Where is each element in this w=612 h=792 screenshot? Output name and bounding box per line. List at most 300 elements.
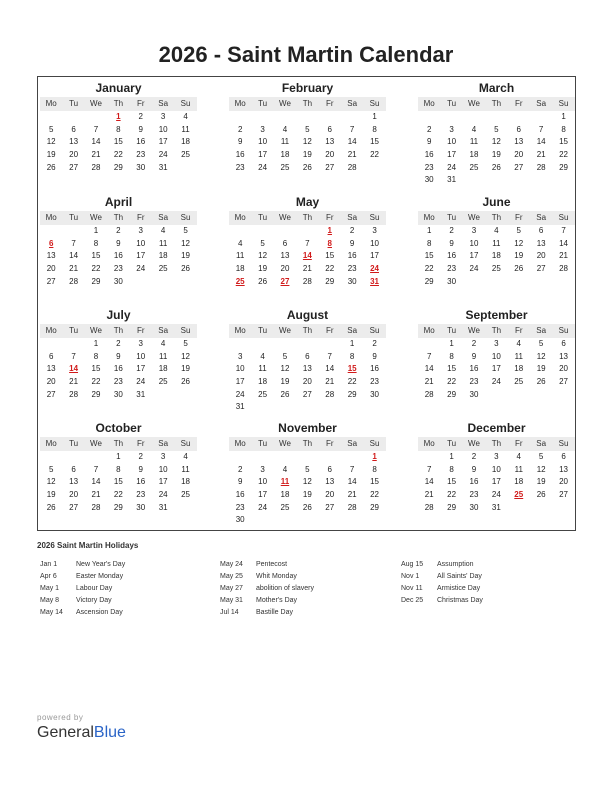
week-row <box>229 363 386 376</box>
holiday-list-item <box>40 583 210 595</box>
day-cell: 21 <box>347 490 357 500</box>
week-row <box>418 149 575 162</box>
holiday-day-cell: 31 <box>370 276 379 286</box>
day-cell: 3 <box>237 351 243 361</box>
holiday-name: Easter Monday <box>76 573 124 580</box>
weekday-header <box>418 97 575 111</box>
day-cell: 15 <box>424 251 434 261</box>
day-cell: 18 <box>181 137 190 147</box>
day-cell: 10 <box>136 351 146 361</box>
day-cell <box>62 225 84 238</box>
day-cell <box>229 111 251 124</box>
week-row <box>229 489 386 502</box>
day-cell: 14 <box>347 137 357 147</box>
weekday-label: Tu <box>447 439 457 448</box>
day-cell: 16 <box>113 251 123 261</box>
weekday-label: Th <box>302 439 313 448</box>
day-cell <box>463 174 485 187</box>
day-cell <box>508 389 530 402</box>
day-cell <box>530 389 552 402</box>
weekday-header <box>418 324 575 338</box>
day-cell: 22 <box>113 490 123 500</box>
week-row <box>40 225 197 238</box>
holiday-list-item <box>220 607 390 619</box>
day-cell: 28 <box>559 264 568 274</box>
day-cell <box>341 514 363 527</box>
day-cell: 29 <box>447 389 457 399</box>
day-cell: 29 <box>91 276 101 286</box>
day-cell: 2 <box>138 112 143 121</box>
holiday-list-item <box>401 583 571 595</box>
day-cell: 18 <box>280 150 290 160</box>
day-cell: 16 <box>235 150 245 160</box>
day-cell: 21 <box>559 251 568 261</box>
day-cell: 4 <box>260 351 265 361</box>
week-row <box>40 238 197 251</box>
day-cell: 9 <box>237 477 243 487</box>
weekday-label: Tu <box>447 99 457 108</box>
holiday-day-cell: 14 <box>69 364 79 374</box>
day-cell: 26 <box>181 377 190 387</box>
weekday-label: Mo <box>234 213 246 222</box>
day-cell: 24 <box>447 162 457 172</box>
day-cell: 15 <box>113 137 123 147</box>
day-cell: 28 <box>536 162 546 172</box>
day-cell: 3 <box>449 124 454 134</box>
week-row <box>229 338 386 351</box>
day-cell: 14 <box>347 477 357 487</box>
day-cell: 7 <box>349 124 355 134</box>
day-cell: 2 <box>349 226 355 235</box>
weekday-label: Sa <box>536 99 547 108</box>
month-name: February <box>281 81 334 95</box>
day-cell <box>40 451 62 464</box>
day-cell: 22 <box>559 150 568 160</box>
day-cell: 12 <box>536 351 546 361</box>
day-cell: 8 <box>372 464 377 474</box>
day-cell <box>296 338 318 351</box>
day-cell: 10 <box>469 238 479 248</box>
month-block <box>229 195 386 288</box>
weekday-label: Su <box>369 213 380 222</box>
day-cell: 9 <box>138 464 143 474</box>
day-cell: 16 <box>469 364 479 374</box>
holiday-name: All Saints' Day <box>437 573 482 580</box>
weekday-header <box>40 437 197 451</box>
day-cell: 15 <box>325 251 335 261</box>
day-cell: 3 <box>260 464 265 474</box>
day-cell: 7 <box>71 238 76 248</box>
week-row <box>40 149 197 162</box>
week-row <box>40 338 197 351</box>
day-cell <box>530 111 552 124</box>
day-cell: 23 <box>113 264 123 274</box>
day-cell: 6 <box>71 464 76 474</box>
week-row <box>40 111 197 124</box>
day-cell: 20 <box>69 490 79 500</box>
week-row <box>418 276 575 289</box>
weekday-label: Su <box>558 439 569 448</box>
weekday-label: We <box>279 213 291 222</box>
day-cell: 1 <box>372 112 377 121</box>
month-block <box>40 81 197 174</box>
weekday-label: Fr <box>514 439 523 448</box>
day-cell: 3 <box>471 226 477 235</box>
weekday-label: Mo <box>234 99 246 108</box>
day-cell <box>552 174 574 187</box>
day-cell: 23 <box>424 162 434 172</box>
day-cell: 14 <box>325 364 335 374</box>
day-cell: 9 <box>426 137 432 147</box>
day-cell <box>274 451 296 464</box>
day-cell: 10 <box>258 137 268 147</box>
week-row <box>40 276 197 289</box>
day-cell: 15 <box>559 137 568 147</box>
day-cell: 19 <box>536 477 546 487</box>
day-cell: 9 <box>116 351 121 361</box>
day-cell: 29 <box>325 276 335 286</box>
holiday-name: New Year's Day <box>76 561 126 568</box>
day-cell: 13 <box>536 238 546 248</box>
month-block <box>418 81 575 187</box>
day-cell: 15 <box>113 477 123 487</box>
day-cell <box>296 225 318 238</box>
day-cell <box>40 225 62 238</box>
day-cell <box>463 276 485 289</box>
week-row <box>229 351 386 364</box>
day-cell <box>85 111 107 124</box>
holiday-day-cell: 1 <box>327 226 332 235</box>
holiday-list-item <box>220 559 390 571</box>
day-cell <box>341 451 363 464</box>
weekday-label: Fr <box>325 213 334 222</box>
holiday-day-cell: 25 <box>235 276 245 286</box>
month-block <box>40 308 197 401</box>
day-cell: 24 <box>491 377 501 387</box>
weekday-label: Fr <box>514 326 523 335</box>
day-cell: 12 <box>46 137 56 147</box>
day-cell: 21 <box>424 377 434 387</box>
day-cell: 24 <box>158 490 168 500</box>
day-cell <box>296 111 318 124</box>
day-cell: 3 <box>494 339 499 348</box>
week-row <box>229 389 386 402</box>
day-cell <box>485 174 507 187</box>
weekday-label: Fr <box>136 326 145 335</box>
day-cell: 15 <box>447 477 457 487</box>
day-cell: 4 <box>282 464 288 474</box>
day-cell: 2 <box>116 226 121 235</box>
weekday-label: Fr <box>514 99 523 108</box>
weekday-label: Su <box>558 99 569 108</box>
day-cell: 25 <box>280 162 290 172</box>
day-cell: 26 <box>258 276 268 286</box>
weekday-label: Tu <box>258 439 268 448</box>
weekday-label: Fr <box>136 439 145 448</box>
day-cell: 22 <box>370 490 379 500</box>
day-cell <box>463 111 485 124</box>
weekday-label: We <box>90 99 102 108</box>
holiday-list-item <box>220 595 390 607</box>
day-cell: 27 <box>536 264 546 274</box>
day-cell: 8 <box>426 238 432 248</box>
day-cell: 31 <box>158 162 168 172</box>
month-block <box>418 195 575 288</box>
day-cell: 5 <box>494 124 499 134</box>
day-cell <box>229 338 251 351</box>
week-row <box>418 389 575 402</box>
day-cell: 17 <box>258 490 268 500</box>
day-cell: 14 <box>424 364 434 374</box>
day-cell: 12 <box>514 238 524 248</box>
weekday-label: Mo <box>45 99 57 108</box>
week-row <box>229 124 386 137</box>
day-cell: 13 <box>514 137 524 147</box>
day-cell: 11 <box>514 351 523 361</box>
day-cell: 8 <box>349 351 355 361</box>
holiday-list-item <box>40 559 210 571</box>
day-cell: 12 <box>181 238 190 248</box>
holiday-day-cell: 14 <box>302 251 312 261</box>
day-cell: 25 <box>181 150 190 160</box>
day-cell: 17 <box>370 251 379 261</box>
day-cell: 4 <box>516 452 521 461</box>
day-cell: 20 <box>536 251 546 261</box>
day-cell: 4 <box>282 124 288 134</box>
day-cell: 29 <box>424 276 434 286</box>
day-cell: 30 <box>113 389 123 399</box>
weekday-label: Fr <box>325 99 334 108</box>
day-cell: 26 <box>491 162 501 172</box>
weekday-label: We <box>468 326 480 335</box>
month-name: August <box>286 308 329 322</box>
weekday-label: Sa <box>158 326 169 335</box>
weekday-label: Fr <box>136 213 145 222</box>
day-cell: 21 <box>91 150 101 160</box>
day-cell: 24 <box>491 490 501 500</box>
day-cell <box>174 276 196 289</box>
day-cell: 22 <box>113 150 123 160</box>
weekday-label: Th <box>491 326 502 335</box>
day-cell: 29 <box>113 162 123 172</box>
week-row <box>418 124 575 137</box>
day-cell: 26 <box>302 502 312 512</box>
holiday-date: May 25 <box>220 573 243 580</box>
day-cell <box>319 514 341 527</box>
week-row <box>229 401 386 414</box>
weekday-label: We <box>468 99 480 108</box>
holiday-name: Bastille Day <box>256 609 293 616</box>
day-cell <box>508 502 530 515</box>
day-cell: 26 <box>302 162 312 172</box>
day-cell: 26 <box>536 490 546 500</box>
holiday-list-item <box>401 559 571 571</box>
day-cell: 16 <box>469 477 479 487</box>
day-cell: 9 <box>116 238 121 248</box>
day-cell: 29 <box>347 389 357 399</box>
brand-logo-part2: Blue <box>93 724 126 741</box>
day-cell: 25 <box>280 502 290 512</box>
weekday-label: Tu <box>69 99 79 108</box>
powered-by-text: powered by <box>37 713 84 722</box>
day-cell <box>363 401 385 414</box>
day-cell: 23 <box>469 377 479 387</box>
day-cell: 11 <box>158 238 168 248</box>
day-cell: 11 <box>258 364 267 374</box>
holiday-day-cell: 1 <box>372 452 377 461</box>
day-cell: 19 <box>181 251 190 261</box>
weekday-label: We <box>468 439 480 448</box>
day-cell: 7 <box>327 351 332 361</box>
day-cell: 15 <box>370 477 379 487</box>
day-cell: 15 <box>370 137 379 147</box>
day-cell: 5 <box>282 351 288 361</box>
month-name: November <box>278 421 337 435</box>
day-cell: 23 <box>235 502 245 512</box>
week-row <box>229 514 386 527</box>
day-cell <box>40 338 62 351</box>
day-cell: 8 <box>449 464 454 474</box>
day-cell: 3 <box>494 452 499 461</box>
day-cell: 28 <box>347 162 357 172</box>
weekday-label: Sa <box>158 99 169 108</box>
day-cell: 19 <box>46 490 56 500</box>
day-cell: 21 <box>302 264 312 274</box>
weekday-label: Su <box>180 213 191 222</box>
day-cell: 11 <box>181 124 190 134</box>
week-row <box>40 464 197 477</box>
day-cell <box>174 162 196 175</box>
day-cell: 13 <box>325 137 335 147</box>
day-cell: 13 <box>325 477 335 487</box>
brand-logo[interactable] <box>37 724 126 742</box>
weekday-label: Th <box>491 99 502 108</box>
day-cell: 23 <box>113 377 123 387</box>
day-cell <box>274 514 296 527</box>
day-cell: 6 <box>305 351 310 361</box>
day-cell: 7 <box>426 351 432 361</box>
day-cell: 19 <box>302 150 312 160</box>
day-cell: 11 <box>514 464 523 474</box>
day-cell <box>274 225 296 238</box>
day-cell: 2 <box>372 339 377 348</box>
day-cell: 2 <box>116 339 121 348</box>
month-block <box>229 421 386 527</box>
day-cell: 27 <box>302 389 312 399</box>
day-cell: 17 <box>158 137 168 147</box>
weekday-label: We <box>279 99 291 108</box>
day-cell: 16 <box>113 364 123 374</box>
month-name: December <box>467 421 526 435</box>
day-cell: 13 <box>302 364 312 374</box>
day-cell: 17 <box>491 364 501 374</box>
week-row <box>40 136 197 149</box>
holiday-date: Apr 6 <box>40 573 57 580</box>
day-cell <box>418 451 440 464</box>
day-cell: 17 <box>447 150 457 160</box>
day-cell: 21 <box>424 490 434 500</box>
weekday-label: Sa <box>158 439 169 448</box>
day-cell: 10 <box>158 464 168 474</box>
day-cell: 3 <box>160 112 166 121</box>
week-row <box>229 376 386 389</box>
weekday-label: Th <box>302 326 313 335</box>
weekday-label: Sa <box>347 439 358 448</box>
day-cell: 27 <box>69 502 79 512</box>
weekday-label: Su <box>180 99 191 108</box>
week-row <box>229 476 386 489</box>
day-cell <box>440 111 462 124</box>
day-cell: 14 <box>536 137 546 147</box>
day-cell: 31 <box>158 502 168 512</box>
day-cell <box>530 174 552 187</box>
holiday-date: Nov 1 <box>401 573 420 580</box>
brand-logo-part1: General <box>37 724 94 741</box>
day-cell: 25 <box>158 264 168 274</box>
day-cell: 7 <box>305 238 310 248</box>
day-cell: 24 <box>258 162 268 172</box>
day-cell: 14 <box>69 251 79 261</box>
day-cell: 13 <box>559 464 568 474</box>
day-cell: 12 <box>181 351 190 361</box>
day-cell: 19 <box>258 264 268 274</box>
day-cell: 28 <box>325 389 335 399</box>
week-row <box>418 136 575 149</box>
day-cell: 10 <box>447 137 457 147</box>
weekday-label: Mo <box>423 326 435 335</box>
weekday-label: Mo <box>45 213 57 222</box>
day-cell: 9 <box>471 464 477 474</box>
day-cell: 16 <box>136 477 146 487</box>
day-cell: 1 <box>426 226 432 235</box>
day-cell <box>174 502 196 515</box>
holiday-name: Ascension Day <box>76 609 123 616</box>
calendar-grid <box>37 76 576 531</box>
month-block <box>418 308 575 401</box>
day-cell: 25 <box>258 389 268 399</box>
day-cell: 6 <box>327 464 332 474</box>
holiday-name: Victory Day <box>76 597 112 604</box>
day-cell: 28 <box>347 502 357 512</box>
day-cell: 7 <box>71 351 76 361</box>
day-cell: 19 <box>280 377 290 387</box>
week-row <box>40 124 197 137</box>
day-cell: 21 <box>536 150 546 160</box>
holiday-date: Jan 1 <box>40 561 58 568</box>
weekday-header <box>229 437 386 451</box>
day-cell: 4 <box>160 226 166 235</box>
weekday-label: We <box>279 326 291 335</box>
day-cell: 9 <box>349 238 355 248</box>
week-row <box>229 263 386 276</box>
weekday-label: Tu <box>447 326 457 335</box>
day-cell <box>274 338 296 351</box>
weekday-label: Su <box>180 439 191 448</box>
day-cell: 1 <box>449 339 454 348</box>
holiday-name: abolition of slavery <box>256 585 314 592</box>
day-cell <box>319 111 341 124</box>
holiday-list-item <box>40 595 210 607</box>
week-row <box>418 174 575 187</box>
week-row <box>418 238 575 251</box>
day-cell <box>552 502 574 515</box>
weekday-label: Fr <box>325 326 334 335</box>
day-cell: 14 <box>91 477 101 487</box>
holiday-date: May 1 <box>40 585 60 592</box>
day-cell <box>251 514 273 527</box>
day-cell: 1 <box>561 112 566 121</box>
day-cell <box>62 111 84 124</box>
